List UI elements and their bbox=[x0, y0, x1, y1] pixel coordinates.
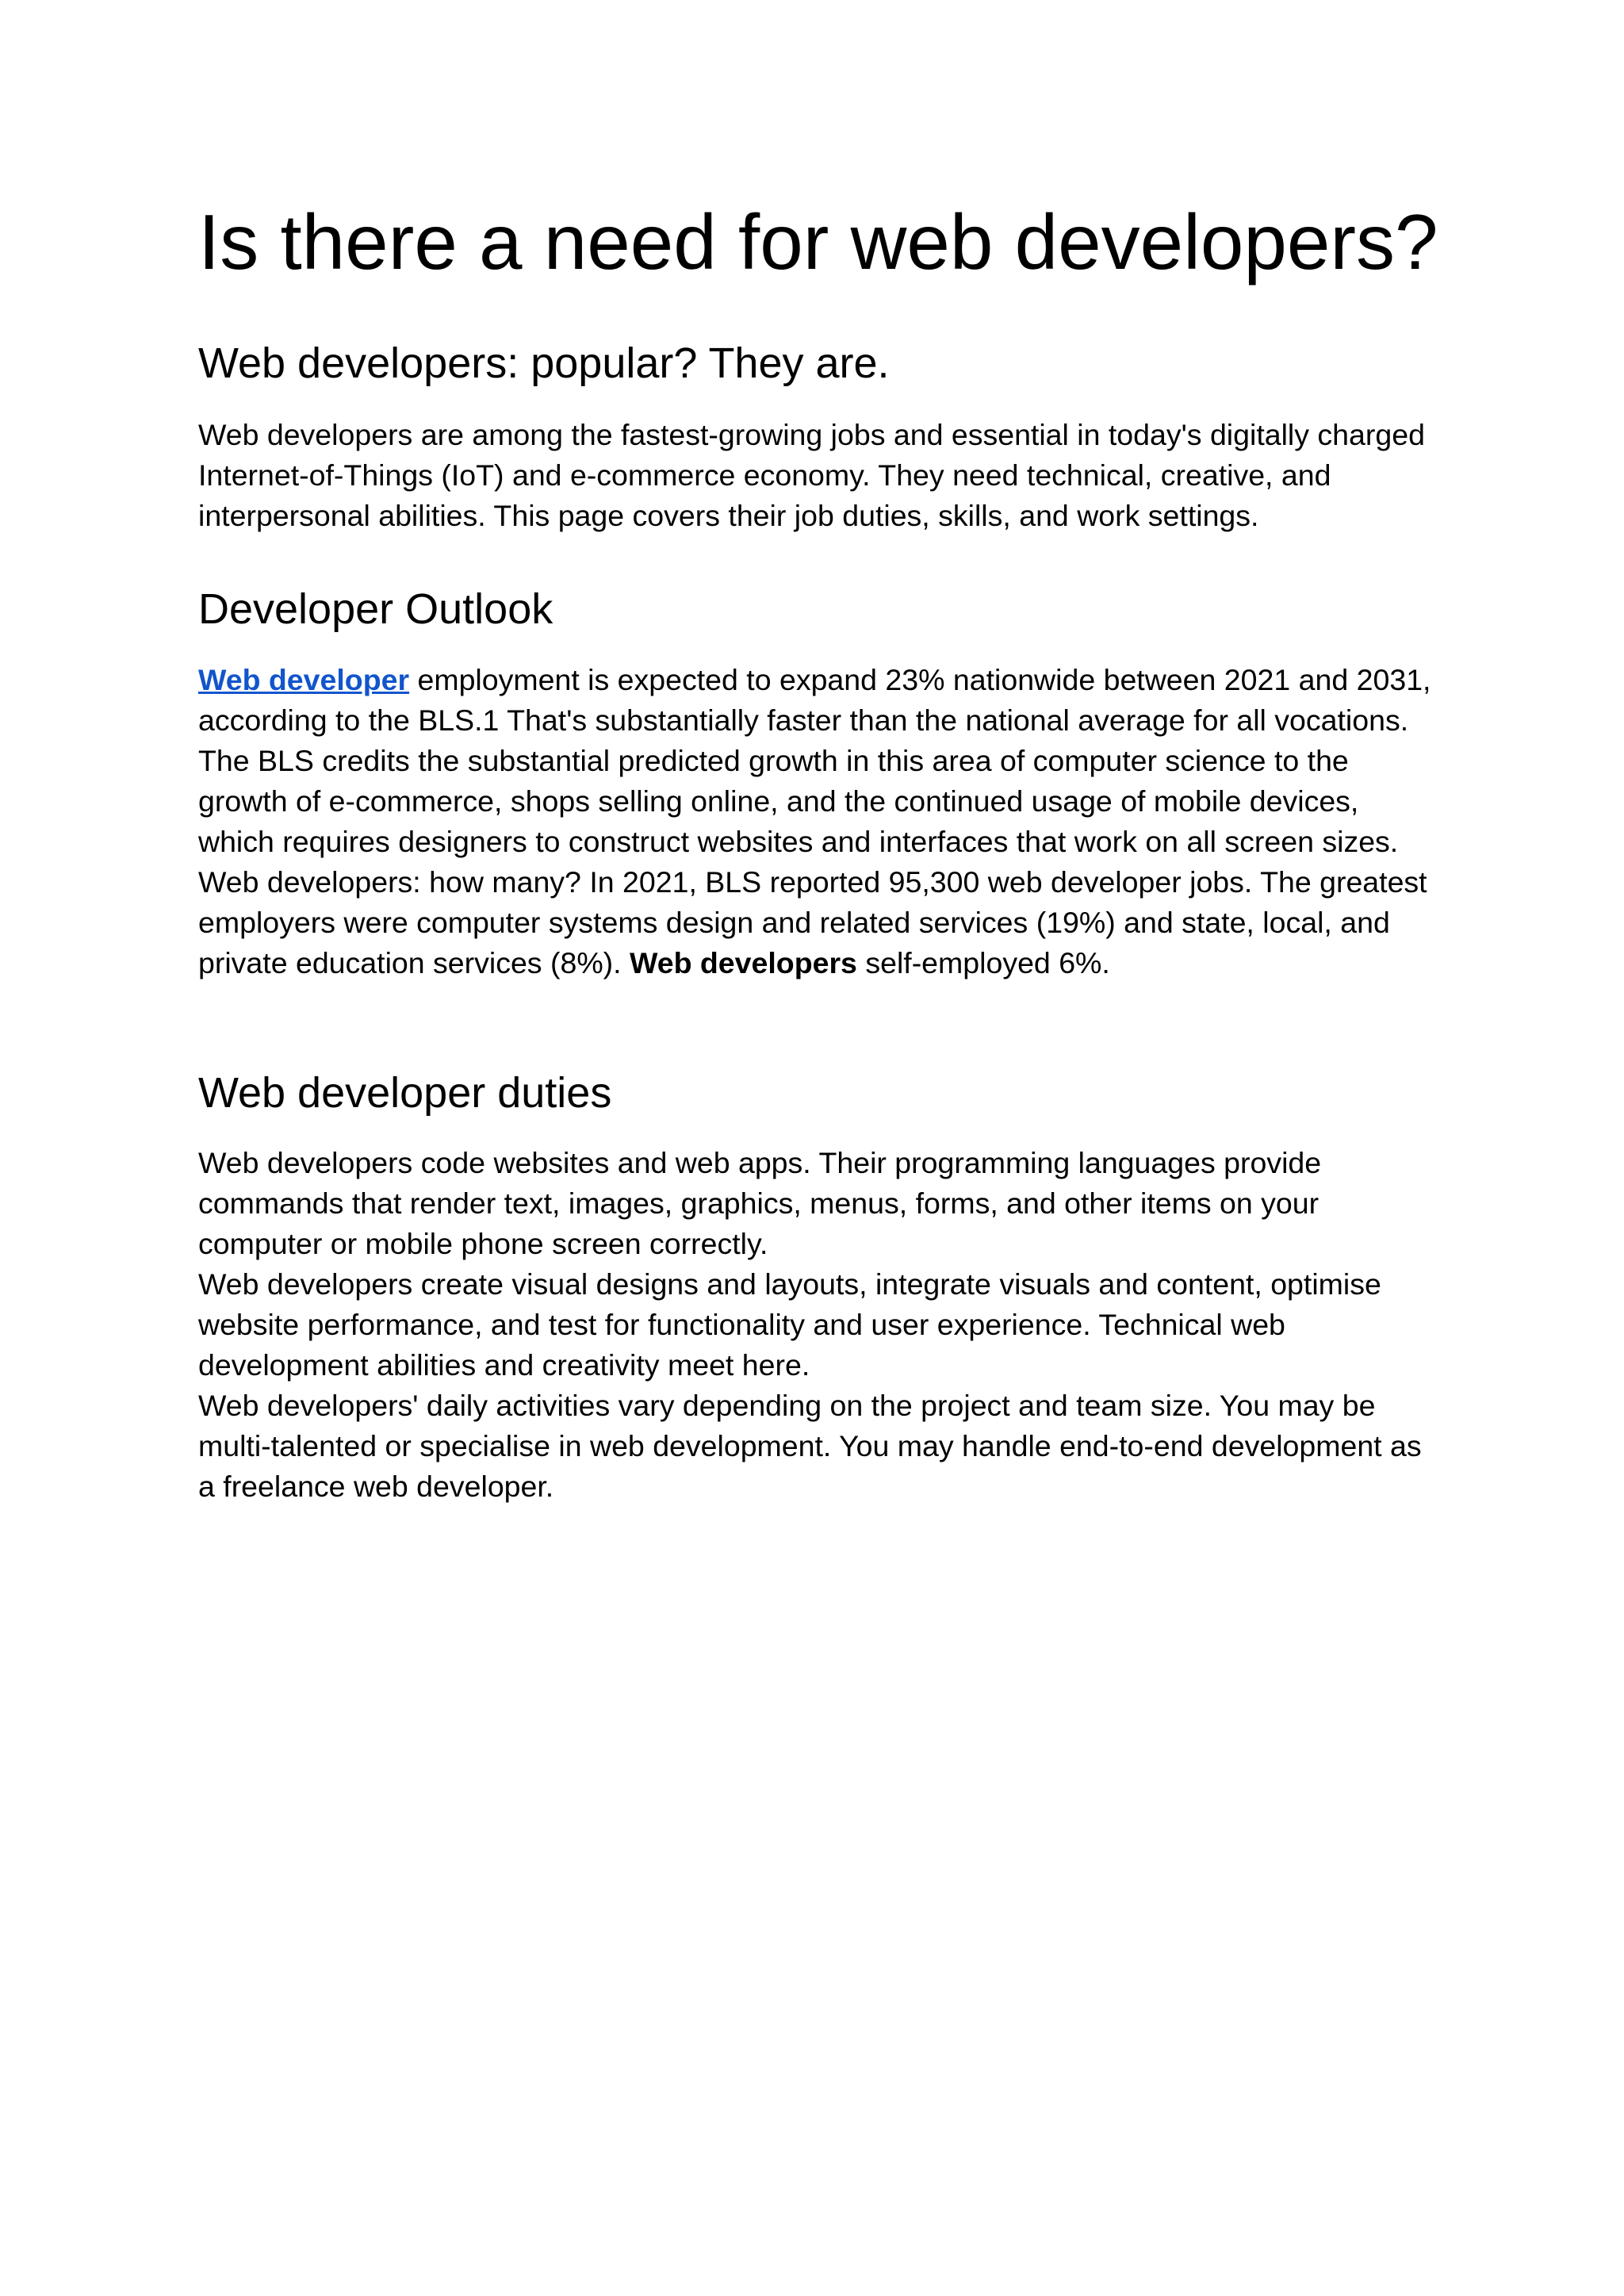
page-title: Is there a need for web developers? bbox=[198, 198, 1438, 286]
paragraph-outlook-3 bbox=[198, 862, 1435, 983]
section-popular-body bbox=[198, 415, 1435, 536]
paragraph-outlook-2: The BLS credits the substantial predicted growth in this area of computer science to the growth of e-commerce, shops selling online, and the continued usage of mobile devices, which requires designers to construct websites and interfaces that work on all screen sizes. bbox=[198, 744, 1399, 858]
paragraph-outlook-3-end: self-employed 6%. bbox=[856, 946, 1110, 979]
paragraph-outlook-3-start: Web developers: how many? In 2021, BLS reported 95,300 web developer jobs. The greatest employers were computer systems design and related services (19%) and state, local, and private education services (8%). bbox=[198, 865, 1427, 979]
heading-web-developer-duties: Web developer duties bbox=[198, 1069, 612, 1117]
heading-developer-outlook: Developer Outlook bbox=[198, 585, 553, 633]
paragraph-popular: Web developers are among the fastest-growing jobs and essential in today's digitally charged Internet-of-Things (IoT) and e-commerce economy. They need technical, creative, and interpersonal abilities. This page covers their job duties, skills, and work settings. bbox=[198, 418, 1425, 532]
paragraph-duties-1: Web developers code websites and web apps. Their programming languages provide commands that render text, images, graphics, menus, forms, and other items on your computer or mobile phone screen correctly. bbox=[198, 1146, 1322, 1260]
paragraph-outlook-1-text: employment is expected to expand 23% nationwide between 2021 and 2031, according to the BLS.1 That's substantially faster than the national average for all vocations. bbox=[198, 663, 1431, 737]
paragraph-duties-2: Web developers create visual designs and layouts, integrate visuals and content, optimise website performance, and test for functionality and user experience. Technical web development abilities and creativity meet here. bbox=[198, 1267, 1381, 1382]
section-outlook-body bbox=[198, 660, 1435, 983]
web-developer-link[interactable]: Web developer bbox=[198, 663, 410, 696]
paragraph-outlook-1 bbox=[198, 660, 1435, 741]
heading-web-developers-popular: Web developers: popular? They are. bbox=[198, 339, 890, 387]
bold-web-developers: Web developers bbox=[630, 946, 857, 979]
paragraph-duties-3: Web developers' daily activities vary depending on the project and team size. You may be multi-talented or specialise in web development. You may handle end-to-end development as a freelance web developer. bbox=[198, 1389, 1422, 1503]
section-duties-body bbox=[198, 1143, 1435, 1507]
